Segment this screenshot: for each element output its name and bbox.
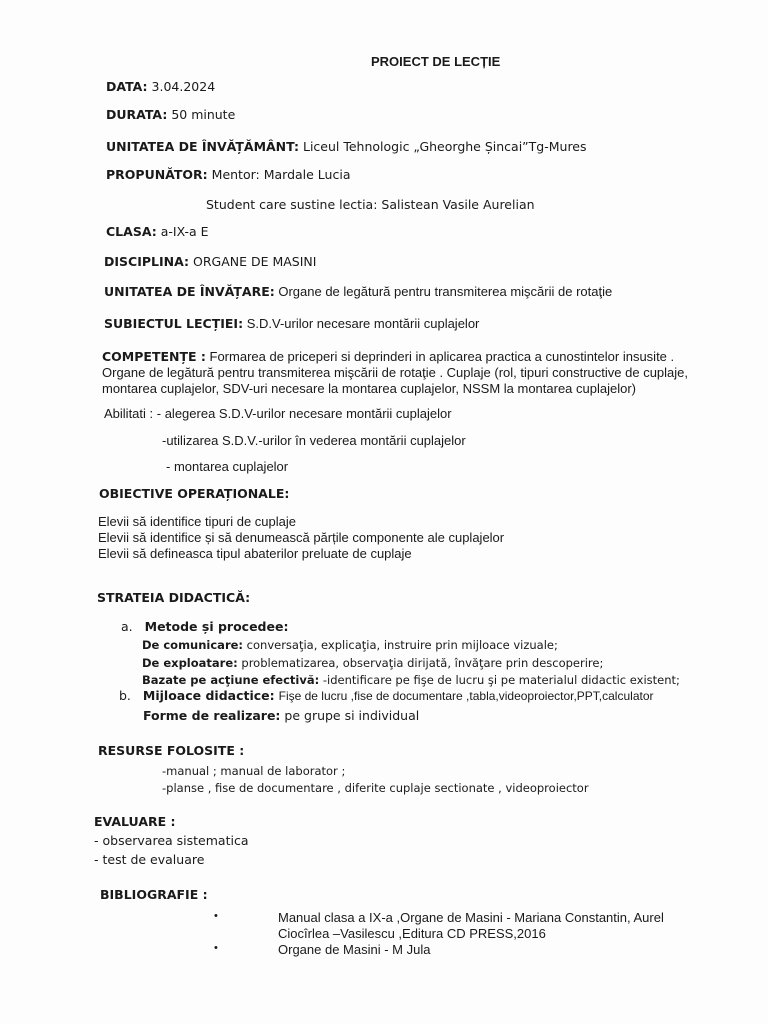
- action-row: [142, 672, 680, 688]
- resource-item: -planse , fise de documentare , diferite cuplaje sectionate , videoproiector: [162, 781, 589, 795]
- forms-label: Forme de realizare:: [143, 708, 281, 723]
- abilities-row: [104, 406, 452, 422]
- bibliography-item-line: Organe de Masini - M Jula: [278, 942, 431, 957]
- teaching-aids-value: Fişe de lucru ,fise de documentare ,tabla,videoproiector,PPT,calculator: [278, 689, 654, 703]
- exploitation-label: De exploatare:: [142, 656, 238, 670]
- duration-value: 50 minute: [171, 107, 236, 122]
- evaluation-heading: EVALUARE :: [94, 814, 176, 829]
- lesson-subject-row: [104, 316, 479, 332]
- abilities-label: Abilitati :: [104, 406, 154, 421]
- evaluation-item: - observarea sistematica: [94, 833, 249, 848]
- ability-item: - alegerea S.D.V-urilor necesare montării cuplajelor: [156, 406, 452, 421]
- duration-label: DURATA:: [106, 107, 168, 122]
- proposer-row: [106, 167, 350, 183]
- ability-item: -utilizarea S.D.V.-urilor în vederea montării cuplajelor: [162, 433, 466, 448]
- document-title: PROIECT DE LECȚIE: [371, 54, 501, 69]
- communication-label: De comunicare:: [142, 638, 244, 652]
- competences-text-1: Formarea de priceperi si deprinderi in aplicarea practica a cunostintelor insusite .: [209, 349, 675, 364]
- learning-unit-label: UNITATEA DE ÎNVĂȚARE:: [104, 284, 275, 299]
- exploitation-value: problematizarea, observaţia dirijată, învăţare prin descoperire;: [241, 656, 604, 670]
- objectives-heading: OBIECTIVE OPERAȚIONALE:: [99, 486, 290, 501]
- methods-marker: a.: [121, 619, 133, 634]
- bibliography-item-line: Manual clasa a IX-a ,Organe de Masini - Mariana Constantin, Aurel: [278, 910, 664, 925]
- methods-row: [121, 619, 288, 635]
- student-line: Student care sustine lectia: Salistean Vasile Aurelian: [206, 197, 535, 212]
- date-label: DATA:: [106, 79, 148, 94]
- class-value: a-IX-a E: [160, 224, 209, 239]
- school-value: Liceul Tehnologic „Gheorghe Șincai”Tg-Mures: [302, 139, 587, 154]
- date-value: 3.04.2024: [151, 79, 216, 94]
- class-row: [106, 224, 209, 240]
- date-row: [106, 79, 215, 95]
- competences-line-3: montarea cuplajelor, SDV-uri necesare la montarea cuplajelor, NSSM la montarea cuplajelor): [102, 381, 636, 396]
- bibliography-item-line: Ciocîrlea –Vasilescu ,Editura CD PRESS,2016: [278, 926, 546, 941]
- competences-line-1: [102, 349, 674, 365]
- learning-unit-value: Organe de legătură pentru transmiterea mişcării de rotaţie: [278, 284, 613, 299]
- class-label: CLASA:: [106, 224, 157, 239]
- competences-line-2: Organe de legătură pentru transmiterea mişcării de rotaţie . Cuplaje (rol, tipuri constructive de cuplaje,: [102, 365, 689, 380]
- exploitation-row: [142, 655, 603, 671]
- action-value: -identificare pe fişe de lucru şi pe materialul didactic existent;: [322, 673, 680, 687]
- communication-row: [142, 637, 558, 653]
- teaching-aids-label: Mijloace didactice:: [142, 688, 275, 703]
- bullet-icon: •: [214, 942, 218, 954]
- bibliography-heading: BIBLIOGRAFIE :: [100, 887, 208, 902]
- teaching-aids-marker: b.: [119, 688, 131, 703]
- forms-row: [143, 708, 419, 724]
- ability-item: - montarea cuplajelor: [166, 459, 289, 474]
- communication-value: conversaţia, explicaţia, instruire prin mijloace vizuale;: [246, 638, 558, 652]
- discipline-row: [104, 254, 316, 270]
- resources-heading: RESURSE FOLOSITE :: [98, 743, 245, 758]
- duration-row: [106, 107, 235, 123]
- objective-item: Elevii să defineasca tipul abaterilor preluate de cuplaje: [98, 546, 412, 561]
- learning-unit-row: [104, 284, 612, 300]
- teaching-aids-row: [119, 688, 654, 704]
- objective-item: Elevii să identifice și să denumească părțile componente ale cuplajelor: [98, 530, 505, 545]
- discipline-value: ORGANE DE MASINI: [192, 254, 317, 269]
- strategy-heading: STRATEIA DIDACTICĂ:: [97, 590, 251, 605]
- school-label: UNITATEA DE ÎNVĂȚĂMÂNT:: [106, 139, 299, 154]
- lesson-subject-value: S.D.V-urilor necesare montării cuplajelor: [246, 316, 480, 331]
- methods-heading: Metode și procedee:: [144, 619, 289, 634]
- proposer-value: Mentor: Mardale Lucia: [211, 167, 351, 182]
- resource-item: -manual ; manual de laborator ;: [162, 764, 346, 778]
- discipline-label: DISCIPLINA:: [104, 254, 189, 269]
- evaluation-item: - test de evaluare: [94, 852, 205, 867]
- action-label: Bazate pe acţiune efectivă:: [142, 673, 320, 687]
- lesson-subject-label: SUBIECTUL LECȚIEI:: [104, 316, 244, 331]
- objective-item: Elevii să identifice tipuri de cuplaje: [98, 514, 296, 529]
- proposer-label: PROPUNĂTOR:: [106, 167, 208, 182]
- bullet-icon: •: [214, 910, 218, 922]
- school-row: [106, 139, 587, 155]
- competences-label: COMPETENȚE :: [102, 349, 206, 364]
- forms-value: pe grupe si individual: [284, 708, 420, 723]
